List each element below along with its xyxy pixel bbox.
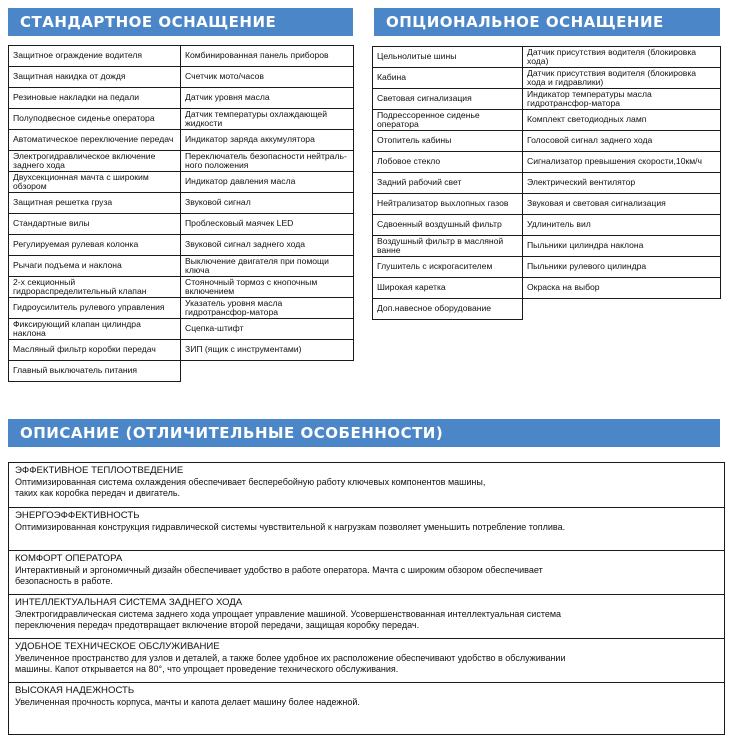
table-cell: Сигнализатор превышения скорости,10км/ч [523,152,721,173]
feature-text: Увеличенное пространство для узлов и деталей, а также более удобное их расположение обеспечивают удобство в обслуживании машины. Капот открывается на 80°, что упрощает проведение технического обслуживания. [15,652,566,674]
table-cell: Цельнолитые шины [373,47,523,68]
table-row [9,88,354,109]
table-cell: Полуподвесное сиденье оператора [9,109,181,130]
table-row [373,89,721,110]
table-row [373,131,721,152]
feature-title: ВЫСОКАЯ НАДЕЖНОСТЬ [15,685,135,696]
table-cell: Окраска на выбор [523,278,721,299]
standard-equipment-heading: СТАНДАРТНОЕ ОСНАЩЕНИЕ [8,8,353,36]
table-cell: Резиновые накладки на педали [9,88,181,109]
table-cell: Сдвоенный воздушный фильтр [373,215,523,236]
table-cell [523,299,721,320]
table-cell: ЗИП (ящик с инструментами) [181,340,354,361]
table-cell: Электрический вентилятор [523,173,721,194]
table-cell: Регулируемая рулевая колонка [9,235,181,256]
table-row [9,277,354,298]
table-row [9,193,354,214]
optional-equipment-heading: ОПЦИОНАЛЬНОЕ ОСНАЩЕНИЕ [374,8,720,36]
description-heading: ОПИСАНИЕ (ОТЛИЧИТЕЛЬНЫЕ ОСОБЕННОСТИ) [8,419,720,447]
table-cell: Пыльники рулевого цилиндра [523,257,721,278]
table-row [373,152,721,173]
table-row [9,298,354,319]
table-row [9,151,354,172]
table-cell: Воздушный фильтр в масляной ванне [373,236,523,257]
table-cell: Датчик присутствия водителя (блокировка хода и гидравлики) [523,68,721,89]
feature-text: Увеличенная прочность корпуса, мачты и капота делает машину более надежной. [15,696,360,707]
table-cell: Стояночный тормоз с кнопочным включением [181,277,354,298]
table-cell: Звуковой сигнал [181,193,354,214]
table-cell: Комбинированная панель приборов [181,46,354,67]
table-row [373,236,721,257]
table-cell: Пыльники цилиндра наклона [523,236,721,257]
table-cell: Стандартные вилы [9,214,181,235]
table-row [373,173,721,194]
table-cell: Сцепка-штифт [181,319,354,340]
feature-text: Интерактивный и эргономичный дизайн обеспечивает удобство в работе оператора. Мачта с широким обзором обеспечивает безопасность в работе. [15,564,543,586]
table-cell: Лобовое стекло [373,152,523,173]
table-cell: Световая сигнализация [373,89,523,110]
table-cell: Кабина [373,68,523,89]
feature-title: ИНТЕЛЛЕКТУАЛЬНАЯ СИСТЕМА ЗАДНЕГО ХОДА [15,597,243,608]
table-cell: Датчик уровня масла [181,88,354,109]
table-row [373,278,721,299]
table-row [9,214,354,235]
table-row [9,340,354,361]
feature-title: УДОБНОЕ ТЕХНИЧЕСКОЕ ОБСЛУЖИВАНИЕ [15,641,220,652]
table-cell: Гидроусилитель рулевого управления [9,298,181,319]
table-cell: Комплект светодиодных ламп [523,110,721,131]
table-cell: Электрогидравлическое включение заднего хода [9,151,181,172]
feature-block [9,551,724,595]
table-cell: Индикатор температуры масла гидротрансфор-матора [523,89,721,110]
table-cell: Удлинитель вил [523,215,721,236]
table-cell: Звуковой сигнал заднего хода [181,235,354,256]
table-row [373,299,721,320]
table-cell: Глушитель с искрогасителем [373,257,523,278]
table-row [373,215,721,236]
table-cell: Главный выключатель питания [9,361,181,382]
table-cell: Двухсекционная мачта с широким обзором [9,172,181,193]
feature-text: Оптимизированная система охлаждения обеспечивает бесперебойную работу ключевых компонентов машины, таких как коробка передач и двигатель. [15,476,486,498]
feature-text: Оптимизированная конструкция гидравлической системы чувствительной к нагрузкам позволяет уменьшить потребление топлива. [15,521,566,532]
table-row [373,194,721,215]
table-cell: Широкая каретка [373,278,523,299]
table-cell: Нейтрализатор выхлопных газов [373,194,523,215]
table-row [9,46,354,67]
feature-block [9,595,724,639]
table-cell: Проблесковый маячек LED [181,214,354,235]
table-cell: Задний рабочий свет [373,173,523,194]
table-cell: Отопитель кабины [373,131,523,152]
table-cell: Счетчик мото/часов [181,67,354,88]
table-row [373,257,721,278]
table-cell: Индикатор давления масла [181,172,354,193]
table-row [373,68,721,89]
standard-equipment-table [8,45,354,382]
table-row [9,235,354,256]
table-row [373,47,721,68]
table-cell: Переключатель безопасности нейтраль-ного положения [181,151,354,172]
table-cell: Защитная накидка от дождя [9,67,181,88]
feature-text: Электрогидравлическая система заднего хода упрощает управление машиной. Усовершенствованная интеллектуальная система переключения передач предотвращает включение второй передачи, защищая коробку передач. [15,608,562,630]
table-row [9,361,354,382]
table-cell: Защитное ограждение водителя [9,46,181,67]
feature-block [9,463,724,508]
table-cell: Датчик температуры охлаждающей жидкости [181,109,354,130]
table-cell: Датчик присутствия водителя (блокировка хода) [523,47,721,68]
table-row [9,172,354,193]
table-row [9,67,354,88]
table-row [9,319,354,340]
table-cell [181,361,354,382]
table-cell: Звуковая и световая сигнализация [523,194,721,215]
table-row [9,109,354,130]
table-cell: Выключение двигателя при помощи ключа [181,256,354,277]
feature-block [9,508,724,551]
table-row [9,256,354,277]
table-row [373,110,721,131]
table-row [9,130,354,151]
table-cell: Защитная решетка груза [9,193,181,214]
table-cell: Указатель уровня масла гидротрансфор-матора [181,298,354,319]
table-cell: Голосовой сигнал заднего хода [523,131,721,152]
table-cell: Автоматическое переключение передач [9,130,181,151]
optional-equipment-table [372,46,721,320]
feature-title: КОМФОРТ ОПЕРАТОРА [15,553,123,564]
table-cell: Масляный фильтр коробки передач [9,340,181,361]
table-cell: 2-х секционный гидрораспределительный клапан [9,277,181,298]
feature-title: ЭФФЕКТИВНОЕ ТЕПЛООТВЕДЕНИЕ [15,465,184,476]
features-list [8,462,725,735]
feature-block [9,683,724,731]
table-cell: Индикатор заряда аккумулятора [181,130,354,151]
table-cell: Рычаги подъема и наклона [9,256,181,277]
table-cell: Фиксирующий клапан цилиндра наклона [9,319,181,340]
table-cell: Доп.навесное оборудование [373,299,523,320]
feature-block [9,639,724,683]
table-cell: Подрессоренное сиденье оператора [373,110,523,131]
feature-title: ЭНЕРГОЭФФЕКТИВНОСТЬ [15,510,140,521]
